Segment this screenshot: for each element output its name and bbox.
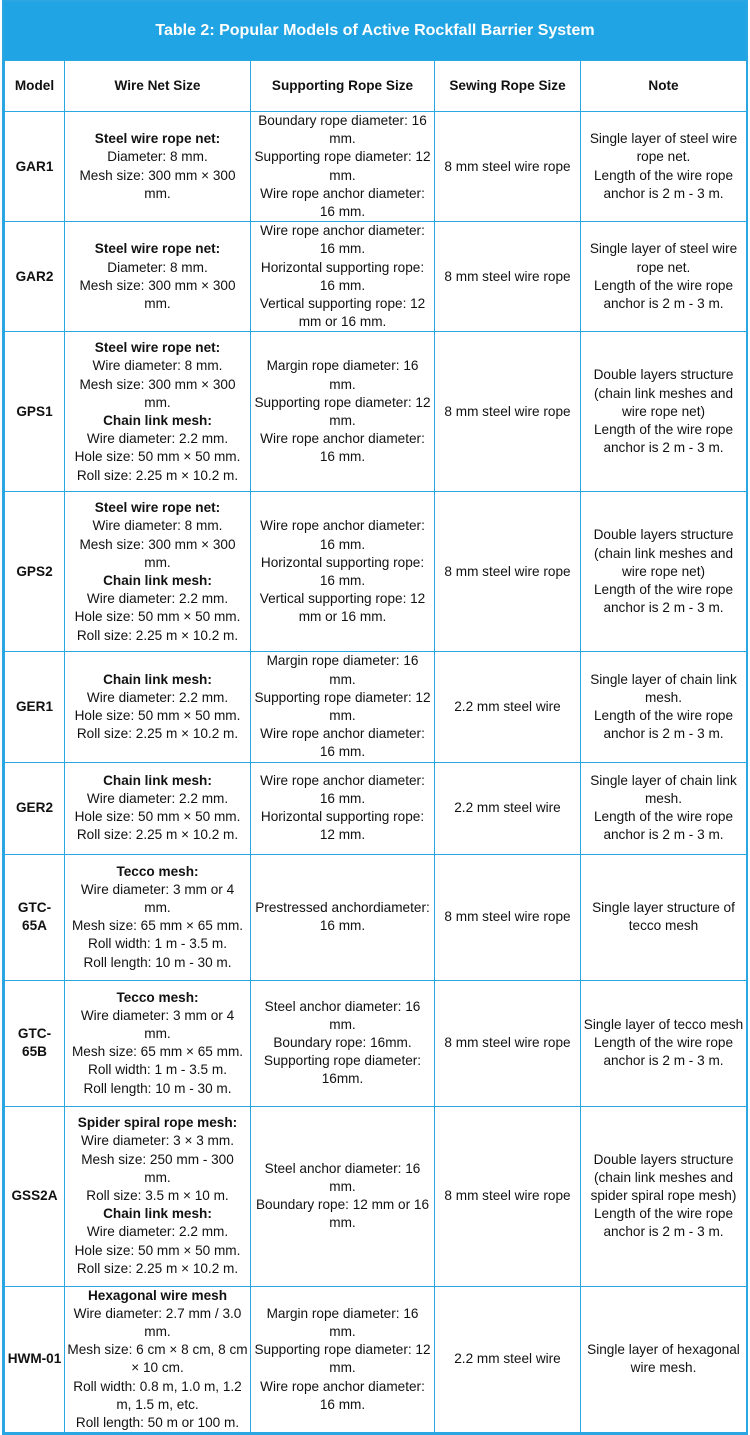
wire-net-heading: Steel wire rope net: [94,241,221,257]
sewing-rope-cell: 2.2 mm steel wire [435,1286,581,1433]
supporting-rope-line: Margin rope diameter: 16 mm. [266,358,419,392]
supporting-rope-line: Vertical supporting rope: 12 mm or 16 mm. [259,591,426,625]
wire-net-cell [65,332,251,492]
supporting-rope-cell [251,112,435,222]
wire-net-line: Wire diameter: 2.2 mm. [86,790,229,806]
supporting-rope-line: Wire rope anchor diameter: 16 mm. [260,726,425,760]
wire-net-line: Mesh size: 6 cm × 8 cm, 8 cm × 10 cm. [67,1342,248,1376]
note-line: Single layer of tecco mesh [583,1016,744,1032]
wire-net-heading: Tecco mesh: [116,863,199,879]
wire-net-line: Mesh size: 65 mm × 65 mm. [71,1044,244,1060]
note-line: Single layer of steel wire rope net. [589,241,738,275]
wire-net-line: Roll length: 10 m - 30 m. [83,954,232,970]
wire-net-heading: Steel wire rope net: [94,131,221,147]
supporting-rope-line: Wire rope anchor diameter: 16 mm. [260,431,425,465]
note-line: Double layers structure (chain link meshes and wire rope net) [593,527,734,579]
sewing-rope-cell: 8 mm steel wire rope [435,332,581,492]
supporting-rope-line: Horizontal supporting rope: 12 mm. [260,809,425,843]
table-row [5,980,747,1106]
note-cell [581,652,747,762]
wire-net-heading: Hexagonal wire mesh [87,1287,227,1303]
note-line: Length of the wire rope anchor is 2 m - 3 m. [593,1206,734,1240]
supporting-rope-line: Prestressed anchordiameter: 16 mm. [255,899,430,934]
table-row [5,762,747,854]
wire-net-cell [65,980,251,1106]
wire-net-cell [65,112,251,222]
model-cell: GER2 [5,762,65,854]
wire-net-heading: Chain link mesh: [103,671,212,687]
wire-net-line: Roll size: 2.25 m × 10.2 m. [76,467,239,483]
wire-net-cell [65,1286,251,1433]
wire-net-line: Roll size: 2.25 m × 10.2 m. [76,827,239,843]
wire-net-line: Diameter: 8 mm. [107,259,208,275]
model-cell: GAR1 [5,112,65,222]
supporting-rope-cell [251,492,435,652]
note-cell [581,492,747,652]
wire-net-cell [65,1106,251,1286]
header-row [5,61,747,112]
wire-net-line: Roll width: 0.8 m, 1.0 m, 1.2 m, 1.5 m, etc. [73,1378,242,1412]
wire-net-line: Mesh size: 65 mm × 65 mm. [71,918,244,934]
supporting-rope-line: Wire rope anchor diameter: 16 mm. [260,185,425,220]
note-line: Single layer of chain link mesh. [590,671,737,705]
wire-net-line: Wire diameter: 3 mm or 4 mm. [80,1007,235,1041]
wire-net-cell [65,492,251,652]
supporting-rope-cell [251,854,435,980]
model-cell: GSS2A [5,1106,65,1286]
wire-net-line: Wire diameter: 2.7 mm / 3.0 mm. [73,1305,242,1340]
header-sewing-rope-size: Sewing Rope Size [435,61,581,112]
note-cell [581,222,747,332]
wire-net-heading: Chain link mesh: [103,572,212,588]
table-row [5,492,747,652]
model-cell: GER1 [5,652,65,762]
model-cell: GPS1 [5,332,65,492]
model-cell: GAR2 [5,222,65,332]
note-cell [581,332,747,492]
wire-net-line: Wire diameter: 2.2 mm. [86,689,229,705]
supporting-rope-line: Wire rope anchor diameter: 16 mm. [260,518,425,552]
wire-net-heading: Tecco mesh: [116,989,199,1005]
supporting-rope-cell [251,1286,435,1433]
note-cell [581,980,747,1106]
wire-net-heading: Chain link mesh: [103,772,212,788]
wire-net-line: Roll size: 2.25 m × 10.2 m. [76,726,239,742]
sewing-rope-cell: 8 mm steel wire rope [435,222,581,332]
supporting-rope-line: Supporting rope diameter: 12 mm. [254,149,431,183]
wire-net-heading: Chain link mesh: [103,1206,212,1222]
wire-net-line: Diameter: 8 mm. [107,149,208,165]
note-cell [581,112,747,222]
table-row [5,332,747,492]
note-line: Double layers structure (chain link meshes and wire rope net) [593,367,734,419]
supporting-rope-line: Horizontal supporting rope: 16 mm. [260,259,425,293]
supporting-rope-cell [251,222,435,332]
sewing-rope-cell: 8 mm steel wire rope [435,112,581,222]
note-cell [581,1106,747,1286]
table-row [5,652,747,762]
note-line: Length of the wire rope anchor is 2 m - 3 m. [593,809,734,843]
wire-net-heading: Spider spiral rope mesh: [77,1115,238,1131]
note-cell [581,762,747,854]
sewing-rope-cell: 2.2 mm steel wire [435,762,581,854]
table-row [5,222,747,332]
supporting-rope-line: Wire rope anchor diameter: 16 mm. [260,223,425,257]
wire-net-line: Mesh size: 300 mm × 300 mm. [79,536,236,570]
wire-net-line: Wire diameter: 2.2 mm. [86,1224,229,1240]
supporting-rope-line: Boundary rope: 16mm. [273,1035,412,1051]
wire-net-line: Mesh size: 300 mm × 300 mm. [79,167,236,201]
wire-net-line: Roll size: 2.25 m × 10.2 m. [76,1260,239,1276]
wire-net-line: Wire diameter: 3 × 3 mm. [81,1133,234,1149]
supporting-rope-cell [251,1106,435,1286]
supporting-rope-line: Supporting rope diameter: 12 mm. [254,394,431,428]
wire-net-cell [65,854,251,980]
supporting-rope-line: Wire rope anchor diameter: 16 mm. [260,1378,425,1412]
wire-net-heading: Steel wire rope net: [94,340,221,356]
table-row [5,112,747,222]
wire-net-line: Wire diameter: 2.2 mm. [86,591,229,607]
wire-net-line: Roll size: 3.5 m × 10 m. [86,1188,229,1204]
wire-net-cell [65,222,251,332]
table-body [5,112,747,1433]
model-cell: GPS2 [5,492,65,652]
header-model: Model [5,61,65,112]
supporting-rope-line: Horizontal supporting rope: 16 mm. [260,554,425,588]
table-container [2,0,748,1435]
sewing-rope-cell: 2.2 mm steel wire [435,652,581,762]
wire-net-line: Roll length: 50 m or 100 m. [75,1415,240,1431]
note-line: Length of the wire rope anchor is 2 m - 3 m. [593,422,734,456]
supporting-rope-line: Boundary rope diameter: 16 mm. [258,113,427,147]
wire-net-heading: Chain link mesh: [103,412,212,428]
supporting-rope-line: Supporting rope diameter: 16mm. [263,1053,422,1087]
supporting-rope-line: Supporting rope diameter: 12 mm. [254,1342,431,1376]
table-row [5,854,747,980]
wire-net-cell [65,652,251,762]
wire-net-line: Wire diameter: 8 mm. [92,358,223,374]
note-line: Length of the wire rope anchor is 2 m - 3 m. [593,167,734,201]
model-cell: GTC-65A [5,854,65,980]
note-line: Length of the wire rope anchor is 2 m - 3 m. [593,1035,734,1069]
header-supporting-rope-size: Supporting Rope Size [251,61,435,112]
wire-net-heading: Steel wire rope net: [94,500,221,516]
note-line: Length of the wire rope anchor is 2 m - 3 m. [593,582,734,616]
wire-net-line: Roll size: 2.25 m × 10.2 m. [76,627,239,643]
models-table [4,60,747,1433]
wire-net-line: Hole size: 50 mm × 50 mm. [74,809,241,825]
wire-net-line: Mesh size: 250 mm - 300 mm. [81,1151,234,1185]
sewing-rope-cell: 8 mm steel wire rope [435,980,581,1106]
model-cell: HWM-01 [5,1286,65,1433]
wire-net-cell [65,762,251,854]
wire-net-line: Wire diameter: 3 mm or 4 mm. [80,881,235,915]
supporting-rope-line: Vertical supporting rope: 12 mm or 16 mm. [259,296,426,330]
supporting-rope-line: Margin rope diameter: 16 mm. [266,1305,419,1340]
sewing-rope-cell: 8 mm steel wire rope [435,854,581,980]
wire-net-line: Hole size: 50 mm × 50 mm. [74,1242,241,1258]
supporting-rope-cell [251,332,435,492]
supporting-rope-cell [251,762,435,854]
model-cell: GTC-65B [5,980,65,1106]
note-line: Length of the wire rope anchor is 2 m - 3 m. [593,277,734,312]
supporting-rope-line: Supporting rope diameter: 12 mm. [254,689,431,724]
supporting-rope-cell [251,652,435,762]
wire-net-line: Mesh size: 300 mm × 300 mm. [79,277,236,312]
table-row [5,1286,747,1433]
header-note: Note [581,61,747,112]
note-cell [581,854,747,980]
supporting-rope-line: Boundary rope: 12 mm or 16 mm. [255,1197,430,1231]
wire-net-line: Hole size: 50 mm × 50 mm. [74,609,241,625]
wire-net-line: Wire diameter: 2.2 mm. [86,431,229,447]
wire-net-line: Roll length: 10 m - 30 m. [83,1080,232,1096]
header-wire-net-size: Wire Net Size [65,61,251,112]
sewing-rope-cell: 8 mm steel wire rope [435,492,581,652]
wire-net-line: Wire diameter: 8 mm. [92,518,223,534]
wire-net-line: Mesh size: 300 mm × 300 mm. [79,376,236,410]
note-line: Single layer of hexagonal wire mesh. [587,1342,740,1376]
supporting-rope-line: Steel anchor diameter: 16 mm. [264,1160,421,1194]
note-cell [581,1286,747,1433]
wire-net-line: Roll width: 1 m - 3.5 m. [88,1062,227,1078]
wire-net-line: Hole size: 50 mm × 50 mm. [74,708,241,724]
wire-net-line: Hole size: 50 mm × 50 mm. [74,449,241,465]
note-line: Double layers structure (chain link meshes and spider spiral rope mesh) [590,1151,737,1204]
supporting-rope-line: Steel anchor diameter: 16 mm. [264,998,421,1032]
note-line: Single layer structure of tecco mesh [592,899,735,934]
note-line: Length of the wire rope anchor is 2 m - 3 m. [593,708,734,742]
supporting-rope-line: Wire rope anchor diameter: 16 mm. [260,772,425,806]
table-row [5,1106,747,1286]
note-line: Single layer of chain link mesh. [590,772,737,806]
sewing-rope-cell: 8 mm steel wire rope [435,1106,581,1286]
note-line: Single layer of steel wire rope net. [589,131,738,165]
table-title: Table 2: Popular Models of Active Rockfall Barrier System [4,2,746,60]
supporting-rope-line: Margin rope diameter: 16 mm. [266,653,419,687]
supporting-rope-cell [251,980,435,1106]
wire-net-line: Roll width: 1 m - 3.5 m. [88,936,227,952]
